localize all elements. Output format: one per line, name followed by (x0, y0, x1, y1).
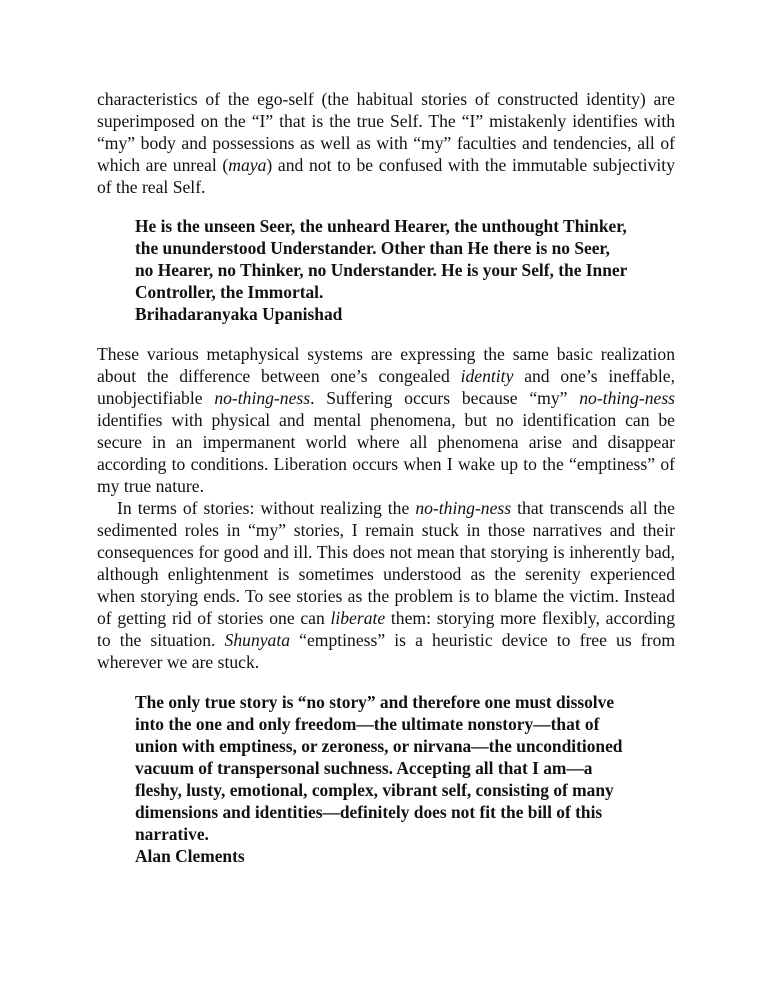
paragraph-text: and one’s ineffable, unobjectifiable (97, 366, 675, 408)
paragraph-text: “emptiness” is a heuristic device to free us from wherever we are stuck. (97, 630, 676, 672)
book-page (97, 88, 675, 867)
paragraph-text: ) and not to be confused with the immutable subjectivity of the real Self. (97, 155, 675, 197)
paragraph-italic-identity: identity (460, 366, 514, 386)
quote-line: the ununderstood Understander. Other than He there is no Seer, (135, 238, 610, 258)
paragraph-text: that transcends all the sedimented roles in “my” stories, I remain stuck in those narratives and their consequences for good and ill. This does not mean that storying is inherently bad, although enlightenment is sometimes understood as the serenity experienced when storying ends. To see stories as the problem is to blame the victim. Instead of getting rid of stories one can (97, 498, 675, 628)
quote-attribution: Alan Clements (135, 846, 245, 866)
paragraph-italic-liberate: liberate (330, 608, 386, 628)
quote-line: He is the unseen Seer, the unheard Hearer, the unthought Thinker, (135, 216, 627, 236)
quote-line: The only true story is “no story” and therefore one must dissolve (135, 692, 615, 712)
paragraph-text: them: storying more flexibly, according to the situation. (97, 608, 675, 650)
quote-line: fleshy, lusty, emotional, complex, vibrant self, consisting of many (135, 780, 614, 800)
paragraph-text: In terms of stories: without realizing the (117, 498, 416, 518)
quote-line: dimensions and identities—definitely does not fit the bill of this (135, 802, 603, 822)
paragraph-text: characteristics of the ego-self (the habitual stories of constructed identity) are superimposed on the “I” that is the true Self. The “I” mistakenly identifies with “my” body and possessions as well as with “my” faculties and tendencies, all of which are unreal ( (97, 89, 675, 175)
block-quote-clements (135, 691, 675, 867)
quote-line: no Hearer, no Thinker, no Understander. He is your Self, the Inner (135, 260, 628, 280)
quote-line: narrative. (135, 824, 209, 844)
paragraph-ego-self (97, 88, 675, 198)
paragraph-italic-no-thing-ness: no-thing-ness (214, 388, 311, 408)
paragraph-text: These various metaphysical systems are expressing the same basic realization about the difference between one’s congealed (97, 344, 675, 386)
block-quote-upanishad (135, 215, 675, 325)
paragraph-text: . Suffering occurs because “my” (310, 388, 580, 408)
quote-line: vacuum of transpersonal suchness. Accepting all that I am—a (135, 758, 593, 778)
paragraph-italic-shunyata: Shunyata (224, 630, 291, 650)
paragraph-italic-no-thing-ness: no-thing-ness (415, 498, 512, 518)
quote-attribution: Brihadaranyaka Upanishad (135, 304, 343, 324)
paragraph-italic-no-thing-ness: no-thing-ness (579, 388, 676, 408)
quote-line: Controller, the Immortal. (135, 282, 324, 302)
paragraph-italic-maya: maya (228, 155, 267, 175)
paragraph-stories (97, 497, 675, 673)
paragraph-text: identifies with physical and mental phenomena, but no identification can be secure in an impermanent world where all phenomena arise and disappear according to conditions. Liberation occurs when I wake up to the “emptiness” of my true nature. (97, 410, 675, 496)
quote-line: union with emptiness, or zeroness, or nirvana—the unconditioned (135, 736, 623, 756)
quote-line: into the one and only freedom—the ultimate nonstory—that of (135, 714, 600, 734)
paragraph-metaphysical-systems (97, 343, 675, 497)
